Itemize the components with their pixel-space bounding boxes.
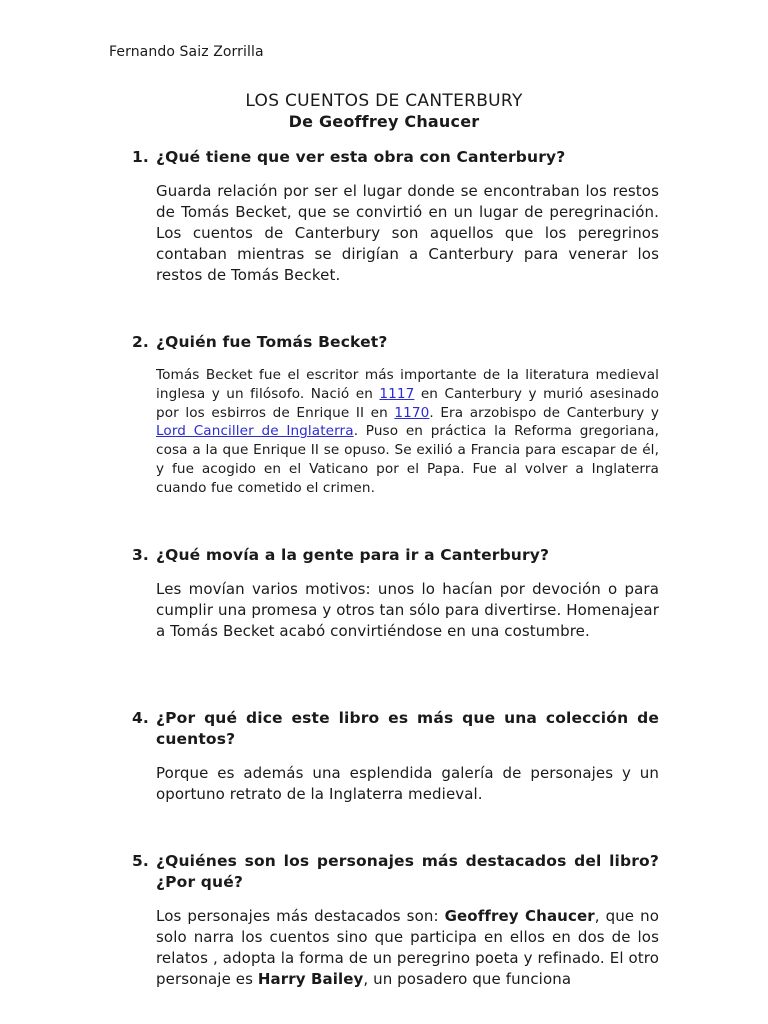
answer-3: Les movían varios motivos: unos lo hacían por devoción o para cumplir una promesa y otros tan sólo para divertirse. Homenajear a Tomás Becket acabó convirtiéndose en una costumbre.: [156, 580, 659, 640]
question-number: 4.: [132, 709, 149, 727]
answer-text: , un posadero que funciona: [363, 970, 572, 988]
answer-2: [156, 366, 659, 498]
answer-text: . Puso en práctica la Reforma gregoriana, cosa a la que Enrique II se opuso. Se exilió a Francia para escapar de él, y fue acogido en el Vaticano por el Papa. Fue al volver a Inglaterra cuando fue cometido el crimen.: [156, 423, 659, 496]
lord-canciller-link[interactable]: Lord Canciller de Inglaterra: [156, 423, 354, 440]
question-5: [132, 851, 659, 893]
question-number: 3.: [132, 546, 149, 564]
answer-text: . Era arzobispo de Canterbury y: [429, 404, 659, 421]
answer-text: , que no solo narra los cuentos sino que participa en ellos en dos de los relatos , adopta la forma de un peregrino poeta y refinado. El otro personaje es: [156, 907, 660, 988]
question-text: ¿Por qué dice este libro es más que una colección de cuentos?: [156, 709, 659, 748]
question-text: ¿Qué tiene que ver esta obra con Canterbury?: [156, 148, 566, 166]
question-3: [132, 545, 659, 566]
question-4: [132, 708, 659, 750]
question-text: ¿Quiénes son los personajes más destacados del libro? ¿Por qué?: [156, 852, 659, 891]
question-number: 5.: [132, 852, 149, 870]
answer-text: en Canterbury y murió asesinado por los esbirros de Enrique II en: [156, 385, 659, 421]
author-name: Fernando Saiz Zorrilla: [109, 44, 264, 60]
year-1117-link[interactable]: 1117: [379, 385, 415, 402]
answer-text: Los personajes más destacados son:: [156, 907, 445, 925]
question-2: [132, 332, 659, 353]
question-number: 2.: [132, 333, 149, 351]
character-name: Harry Bailey: [257, 970, 364, 988]
document-title: LOS CUENTOS DE CANTERBURY: [245, 91, 523, 111]
question-number: 1.: [132, 148, 149, 166]
question-1: [132, 147, 659, 168]
answer-5: [156, 906, 659, 990]
character-name: Geoffrey Chaucer: [444, 907, 595, 925]
year-1170-link[interactable]: 1170: [394, 404, 430, 421]
answer-1: Guarda relación por ser el lugar donde se encontraban los restos de Tomás Becket, que se convirtió en un lugar de peregrinación. Los cuentos de Canterbury son aquellos que los peregrinos contaban mientras se dirigían a Canterbury para venerar los restos de Tomás Becket.: [156, 182, 659, 284]
answer-4: Porque es además una esplendida galería de personajes y un oportuno retrato de la Inglaterra medieval.: [156, 764, 659, 803]
answer-text: Tomás Becket fue el escritor más importante de la literatura medieval inglesa y un filósofo. Nació en: [156, 367, 659, 402]
question-text: ¿Qué movía a la gente para ir a Canterbury?: [156, 546, 550, 564]
document-subtitle: De Geoffrey Chaucer: [288, 112, 480, 131]
question-text: ¿Quién fue Tomás Becket?: [156, 333, 388, 351]
